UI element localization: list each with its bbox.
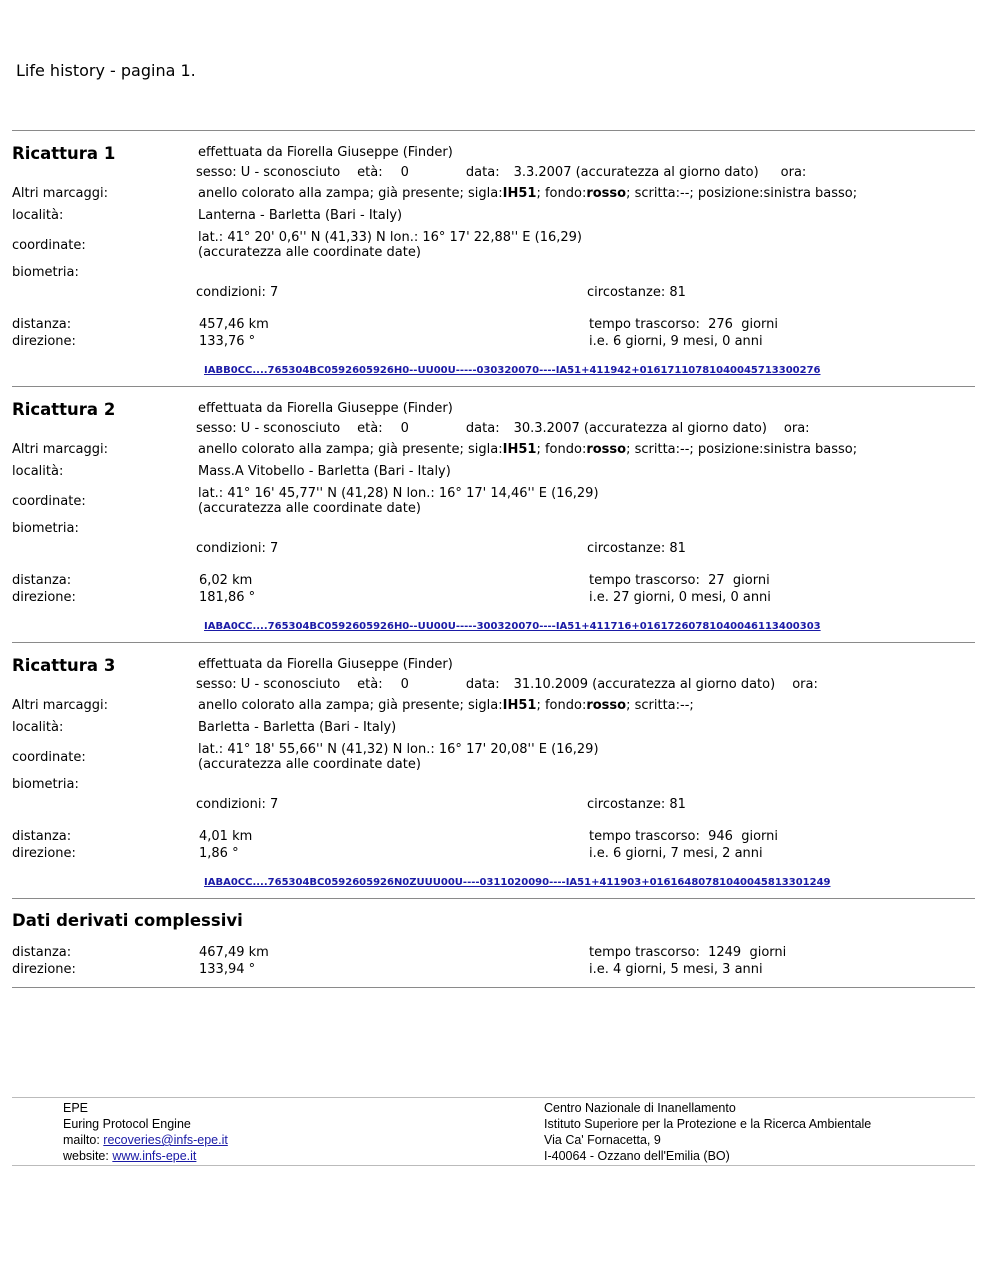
divider [12,386,975,387]
footer-mail: mailto: recoveries@infs-epe.it [63,1133,228,1147]
summary-title: Dati derivati complessivi [12,911,243,930]
direction-label: direzione: [12,590,76,605]
website-link[interactable]: www.infs-epe.it [112,1149,197,1163]
coordinates-accuracy: (accuratezza alle coordinate date) [198,245,421,260]
euring-code-link[interactable]: IABB0CC....765304BC0592605926H0--UU00U-----030320070----IA51+411942+01617110781040045713300276 [204,365,821,376]
total-elapsed-breakdown: i.e. 4 giorni, 5 mesi, 3 anni [589,962,763,977]
section-title: Ricattura 2 [12,400,116,419]
conditions: condizioni: 7 [196,285,279,300]
sex-value: U - sconosciuto [240,677,341,692]
section-title: Ricattura 3 [12,656,116,675]
direction-label: direzione: [12,962,76,977]
elapsed-time: tempo trascorso: 276 giorni [589,317,778,332]
divider [12,130,975,131]
sex-value: U - sconosciuto [240,421,341,436]
age-value: 0 [400,421,409,436]
direction-value: 181,86 ° [199,590,256,605]
other-markings-value: anello colorato alla zampa; già presente; sigla:IH51; fondo:rosso; scritta:--; posizione:sinistra basso; [198,442,858,457]
sex-age-date-row: sesso: U - sconosciuto età: 0 data: 31.10.2009 (accuratezza al giorno dato) ora: [196,677,818,692]
other-markings-label: Altri marcaggi: [12,186,108,201]
direction-label: direzione: [12,846,76,861]
date-value: 3.3.2007 (accuratezza al giorno dato) [513,165,759,180]
locality-label: località: [12,464,64,479]
total-direction-value: 133,94 ° [199,962,256,977]
divider [12,898,975,899]
total-distance-value: 467,49 km [199,945,269,960]
section-title: Ricattura 1 [12,144,116,163]
euring-code-link[interactable]: IABA0CC....765304BC0592605926N0ZUUU00U----0311020090----IA51+411903+01616480781040045813301249 [204,877,831,888]
elapsed-time: tempo trascorso: 946 giorni [589,829,778,844]
direction-value: 1,86 ° [199,846,239,861]
footer-org-short: EPE [63,1101,89,1115]
footer-website: website: www.infs-epe.it [63,1149,197,1163]
finder-text: effettuata da Fiorella Giuseppe (Finder) [198,145,453,160]
locality-value: Mass.A Vitobello - Barletta (Bari - Italy) [198,464,451,479]
circumstances: circostanze: 81 [587,541,686,556]
elapsed-breakdown: i.e. 6 giorni, 9 mesi, 0 anni [589,334,763,349]
footer-institute: Istituto Superiore per la Protezione e la Ricerca Ambientale [544,1117,872,1131]
sex-age-date-row: sesso: U - sconosciuto età: 0 data: 30.3.2007 (accuratezza al giorno dato) ora: [196,421,810,436]
email-link[interactable]: recoveries@infs-epe.it [103,1133,228,1147]
elapsed-time: tempo trascorso: 27 giorni [589,573,770,588]
date-value: 31.10.2009 (accuratezza al giorno dato) [513,677,776,692]
coordinates-accuracy: (accuratezza alle coordinate date) [198,757,421,772]
direction-value: 133,76 ° [199,334,256,349]
footer-divider-bottom [12,1165,975,1166]
footer-divider-top [12,1097,975,1098]
conditions: condizioni: 7 [196,797,279,812]
divider [12,987,975,988]
distance-label: distanza: [12,573,72,588]
direction-label: direzione: [12,334,76,349]
other-markings-value: anello colorato alla zampa; già presente; sigla:IH51; fondo:rosso; scritta:--; posizione:sinistra basso; [198,186,858,201]
divider [12,642,975,643]
euring-code-link[interactable]: IABA0CC....765304BC0592605926H0--UU00U-----300320070----IA51+411716+01617260781040046113400303 [204,621,821,632]
footer-street: Via Ca' Fornacetta, 9 [544,1133,661,1147]
locality-value: Lanterna - Barletta (Bari - Italy) [198,208,403,223]
distance-value: 6,02 km [199,573,253,588]
coordinates-accuracy: (accuratezza alle coordinate date) [198,501,421,516]
footer-center-name: Centro Nazionale di Inanellamento [544,1101,736,1115]
finder-text: effettuata da Fiorella Giuseppe (Finder) [198,401,453,416]
other-markings-value: anello colorato alla zampa; già presente; sigla:IH51; fondo:rosso; scritta:--; [198,698,694,713]
footer-org-name: Euring Protocol Engine [63,1117,191,1131]
finder-text: effettuata da Fiorella Giuseppe (Finder) [198,657,453,672]
sex-value: U - sconosciuto [240,165,341,180]
age-value: 0 [400,677,409,692]
biometry-label: biometria: [12,265,79,280]
other-markings-label: Altri marcaggi: [12,442,108,457]
distance-value: 4,01 km [199,829,253,844]
locality-label: località: [12,720,64,735]
distance-label: distanza: [12,945,72,960]
other-markings-label: Altri marcaggi: [12,698,108,713]
coordinates-label: coordinate: [12,494,86,509]
distance-label: distanza: [12,829,72,844]
biometry-label: biometria: [12,777,79,792]
date-value: 30.3.2007 (accuratezza al giorno dato) [513,421,767,436]
circumstances: circostanze: 81 [587,797,686,812]
locality-label: località: [12,208,64,223]
coordinates-label: coordinate: [12,750,86,765]
distance-label: distanza: [12,317,72,332]
coordinates-value: lat.: 41° 18' 55,66'' N (41,32) N lon.: 16° 17' 20,08'' E (16,29) [198,742,599,757]
age-value: 0 [400,165,409,180]
footer-city: I-40064 - Ozzano dell'Emilia (BO) [544,1149,730,1163]
page-title: Life history - pagina 1. [16,61,196,80]
locality-value: Barletta - Barletta (Bari - Italy) [198,720,397,735]
total-elapsed-time: tempo trascorso: 1249 giorni [589,945,787,960]
coordinates-value: lat.: 41° 16' 45,77'' N (41,28) N lon.: 16° 17' 14,46'' E (16,29) [198,486,599,501]
conditions: condizioni: 7 [196,541,279,556]
sex-age-date-row: sesso: U - sconosciuto età: 0 data: 3.3.2007 (accuratezza al giorno dato) ora: [196,165,807,180]
footer-right [544,1100,871,1164]
elapsed-breakdown: i.e. 27 giorni, 0 mesi, 0 anni [589,590,771,605]
biometry-label: biometria: [12,521,79,536]
coordinates-value: lat.: 41° 20' 0,6'' N (41,33) N lon.: 16° 17' 22,88'' E (16,29) [198,230,582,245]
circumstances: circostanze: 81 [587,285,686,300]
footer-left [63,1100,228,1164]
coordinates-label: coordinate: [12,238,86,253]
distance-value: 457,46 km [199,317,269,332]
elapsed-breakdown: i.e. 6 giorni, 7 mesi, 2 anni [589,846,763,861]
